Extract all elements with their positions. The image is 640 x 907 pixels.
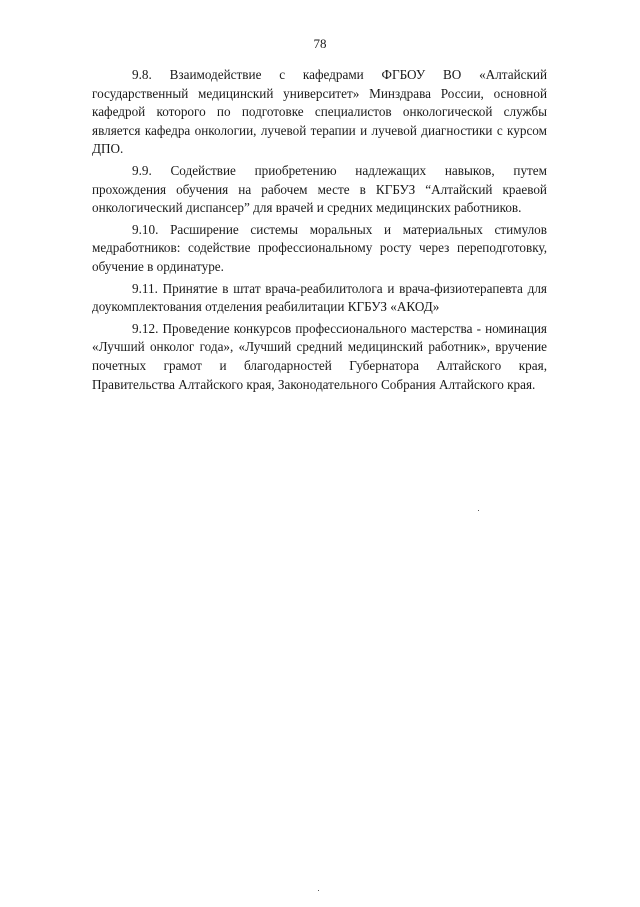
- scan-speck: [318, 890, 319, 891]
- paragraph-9-8: 9.8. Взаимодействие с кафедрами ФГБОУ ВО «Алтайский государственный медицинский университет» Минздрава России, основной кафедрой которого по подготовке специалистов онкологической службы является кафедра онкологии, лучевой терапии и лучевой диагностики с курсом ДПО.: [92, 67, 547, 157]
- document-body: [92, 66, 547, 397]
- paragraph-9-11: 9.11. Принятие в штат врача-реабилитолога и врача-физиотерапевта для доукомплектования отделения реабилитации КГБУЗ «АКОД»: [92, 280, 547, 315]
- paragraph-9-10: 9.10. Расширение системы моральных и материальных стимулов медработников: содействие профессиональному росту через переподготовку, обучение в ординатуре.: [92, 221, 547, 274]
- paragraph-9-12: 9.12. Проведение конкурсов профессионального мастерства - номинация «Лучший онколог года», «Лучший средний медицинский работник», вручение почетных грамот и благодарностей Губернатора Алтайского края, Правительства Алтайского края, Законодательного Собрания Алтайского края.: [92, 320, 547, 392]
- page-number: 78: [313, 36, 327, 51]
- paragraph-9-9: 9.9. Содействие приобретению надлежащих навыков, путем прохождения обучения на рабочем месте в КГБУЗ “Алтайский краевой онкологический диспансер” для врачей и средних медицинских работников.: [92, 162, 547, 216]
- scan-speck: [478, 510, 479, 511]
